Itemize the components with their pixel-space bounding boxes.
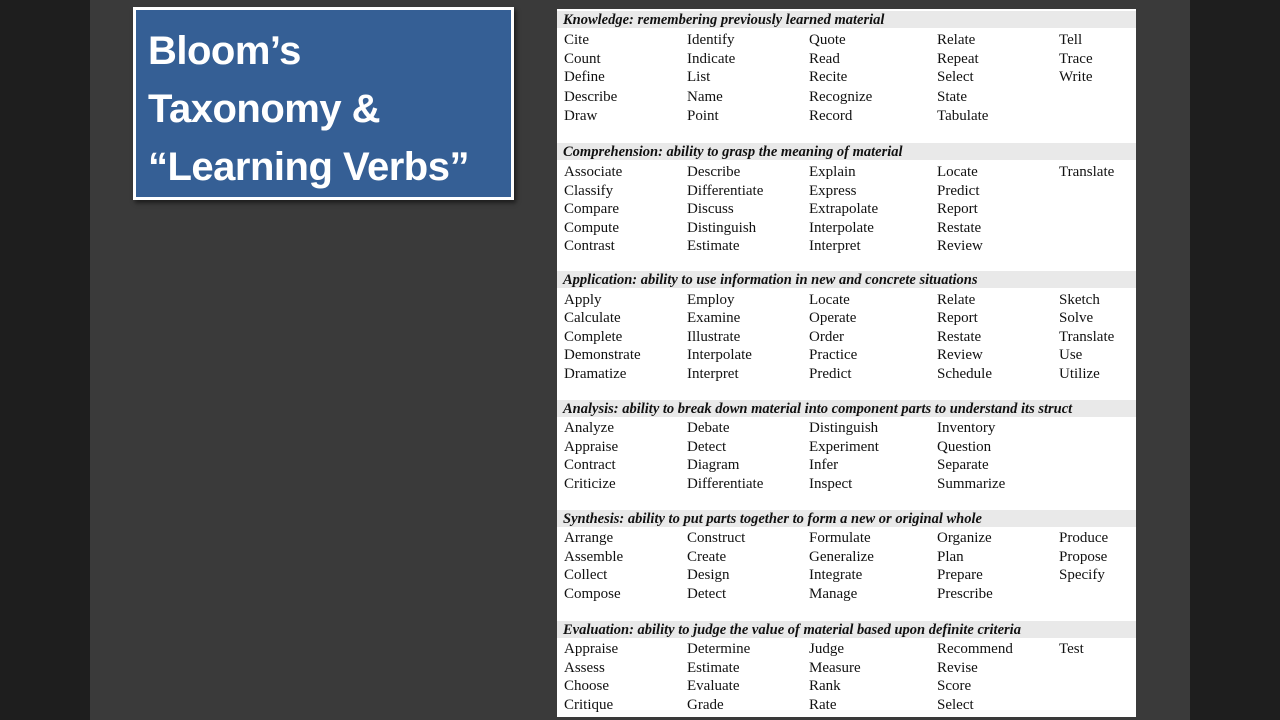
section-heading: Analysis: ability to break down material into component parts to understand its struct <box>557 400 1136 417</box>
taxonomy-section <box>557 143 1136 263</box>
section-heading: Comprehension: ability to grasp the meaning of material <box>557 143 1136 160</box>
verb-item: Select <box>937 69 974 85</box>
verb-item: Prescribe <box>937 586 993 602</box>
slide-title-line-2: Taxonomy & <box>148 87 381 131</box>
verb-item: Relate <box>937 292 976 308</box>
verb-item: Translate <box>1059 164 1115 180</box>
verb-item: Examine <box>687 310 741 326</box>
verb-item: Detect <box>687 439 727 455</box>
verb-item: Tabulate <box>937 108 989 124</box>
verb-item: Interpret <box>687 366 739 382</box>
verb-item: Relate <box>937 32 976 48</box>
verb-item: Distinguish <box>687 220 757 236</box>
verb-item: Report <box>937 201 978 217</box>
verb-item: Appraise <box>564 641 619 657</box>
verb-item: Review <box>937 347 983 363</box>
verb-item: Dramatize <box>564 366 627 382</box>
taxonomy-section <box>557 400 1136 520</box>
verb-item: Summarize <box>937 476 1006 492</box>
verb-item: Test <box>1059 641 1084 657</box>
verb-item: Design <box>687 567 730 583</box>
verb-item: Tell <box>1059 32 1083 48</box>
right-letterbox <box>1190 0 1280 720</box>
verb-item: Arrange <box>564 530 614 546</box>
verb-item: Describe <box>687 164 741 180</box>
verb-item: Plan <box>937 549 964 565</box>
verb-item: Assemble <box>564 549 624 565</box>
slide-title-box <box>133 7 514 200</box>
verb-item: Revise <box>937 660 978 676</box>
verb-item: Operate <box>809 310 857 326</box>
verb-item: Critique <box>564 697 614 713</box>
verb-item: Practice <box>809 347 858 363</box>
verb-item: Select <box>937 697 974 713</box>
verb-item: Rate <box>809 697 837 713</box>
verb-item: Report <box>937 310 978 326</box>
verb-item: Experiment <box>809 439 879 455</box>
verb-item: Separate <box>937 457 989 473</box>
verb-item: Utilize <box>1059 366 1100 382</box>
verb-item: Estimate <box>687 660 740 676</box>
verb-item: Interpolate <box>809 220 874 236</box>
verb-item: Debate <box>687 420 730 436</box>
verb-item: Organize <box>937 530 992 546</box>
verb-item: Differentiate <box>687 183 764 199</box>
taxonomy-section <box>557 271 1136 391</box>
verb-item: Describe <box>564 89 618 105</box>
verb-item: Cite <box>564 32 589 48</box>
verb-item: Write <box>1059 69 1093 85</box>
verb-item: Prepare <box>937 567 983 583</box>
verb-item: Inventory <box>937 420 996 436</box>
verb-item: Restate <box>937 220 982 236</box>
verb-item: Locate <box>809 292 850 308</box>
verb-item: Formulate <box>809 530 871 546</box>
verb-item: Classify <box>564 183 614 199</box>
verb-item: Specify <box>1059 567 1105 583</box>
taxonomy-section <box>557 510 1136 630</box>
verb-item: Choose <box>564 678 609 694</box>
verb-item: Extrapolate <box>809 201 879 217</box>
verb-item: Assess <box>564 660 605 676</box>
verb-item: Determine <box>687 641 751 657</box>
verb-item: Indicate <box>687 51 736 67</box>
verb-item: Apply <box>564 292 602 308</box>
verb-item: Count <box>564 51 601 67</box>
verb-item: Predict <box>937 183 980 199</box>
verb-item: Complete <box>564 329 623 345</box>
verb-item: Use <box>1059 347 1083 363</box>
verb-item: Produce <box>1059 530 1109 546</box>
verb-item: Associate <box>564 164 623 180</box>
taxonomy-section <box>557 11 1136 131</box>
verb-item: Appraise <box>564 439 619 455</box>
verb-item: State <box>937 89 967 105</box>
verb-item: Compute <box>564 220 619 236</box>
verb-item: Diagram <box>687 457 740 473</box>
slide-title-line-1: Bloom’s <box>148 29 301 73</box>
verb-item: Measure <box>809 660 861 676</box>
verb-item: Manage <box>809 586 858 602</box>
verb-item: Point <box>687 108 719 124</box>
verb-item: Record <box>809 108 853 124</box>
verb-item: Trace <box>1059 51 1093 67</box>
verb-item: Solve <box>1059 310 1094 326</box>
verb-item: Define <box>564 69 605 85</box>
verb-item: Generalize <box>809 549 874 565</box>
verb-item: Calculate <box>564 310 621 326</box>
verb-item: Integrate <box>809 567 863 583</box>
verb-item: List <box>687 69 711 85</box>
verb-item: Criticize <box>564 476 616 492</box>
verb-item: Translate <box>1059 329 1115 345</box>
verb-item: Grade <box>687 697 724 713</box>
verb-item: Recite <box>809 69 848 85</box>
verb-item: Infer <box>809 457 839 473</box>
verb-item: Schedule <box>937 366 992 382</box>
verb-table-document <box>557 9 1136 717</box>
verb-item: Analyze <box>564 420 614 436</box>
verb-item: Locate <box>937 164 978 180</box>
verb-item: Score <box>937 678 972 694</box>
verb-item: Quote <box>809 32 846 48</box>
verb-item: Contrast <box>564 238 615 254</box>
verb-item: Inspect <box>809 476 853 492</box>
verb-item: Judge <box>809 641 844 657</box>
verb-item: Illustrate <box>687 329 741 345</box>
verb-item: Discuss <box>687 201 734 217</box>
section-heading: Knowledge: remembering previously learned material <box>557 11 1136 28</box>
verb-item: Detect <box>687 586 727 602</box>
verb-item: Compare <box>564 201 619 217</box>
verb-item: Collect <box>564 567 608 583</box>
verb-item: Review <box>937 238 983 254</box>
verb-item: Interpolate <box>687 347 752 363</box>
verb-item: Employ <box>687 292 735 308</box>
taxonomy-section <box>557 621 1136 717</box>
verb-item: Order <box>809 329 844 345</box>
verb-item: Evaluate <box>687 678 740 694</box>
slide-title-line-3: “Learning Verbs” <box>148 145 469 189</box>
verb-item: Rank <box>809 678 841 694</box>
verb-item: Draw <box>564 108 598 124</box>
verb-item: Explain <box>809 164 856 180</box>
verb-item: Restate <box>937 329 982 345</box>
verb-item: Read <box>809 51 840 67</box>
verb-item: Contract <box>564 457 616 473</box>
verb-item: Express <box>809 183 857 199</box>
verb-item: Construct <box>687 530 746 546</box>
verb-item: Question <box>937 439 992 455</box>
section-heading: Synthesis: ability to put parts together to form a new or original whole <box>557 510 1136 527</box>
verb-item: Recommend <box>937 641 1013 657</box>
verb-item: Identify <box>687 32 735 48</box>
section-heading: Application: ability to use information in new and concrete situations <box>557 271 1136 288</box>
verb-item: Sketch <box>1059 292 1100 308</box>
verb-item: Interpret <box>809 238 861 254</box>
verb-item: Predict <box>809 366 852 382</box>
left-letterbox <box>0 0 90 720</box>
verb-item: Estimate <box>687 238 740 254</box>
verb-item: Name <box>687 89 723 105</box>
section-heading: Evaluation: ability to judge the value of material based upon definite criteria <box>557 621 1136 638</box>
verb-item: Differentiate <box>687 476 764 492</box>
verb-item: Repeat <box>937 51 979 67</box>
verb-item: Demonstrate <box>564 347 641 363</box>
verb-item: Create <box>687 549 727 565</box>
verb-item: Compose <box>564 586 621 602</box>
verb-item: Recognize <box>809 89 873 105</box>
verb-item: Distinguish <box>809 420 879 436</box>
verb-item: Propose <box>1059 549 1108 565</box>
